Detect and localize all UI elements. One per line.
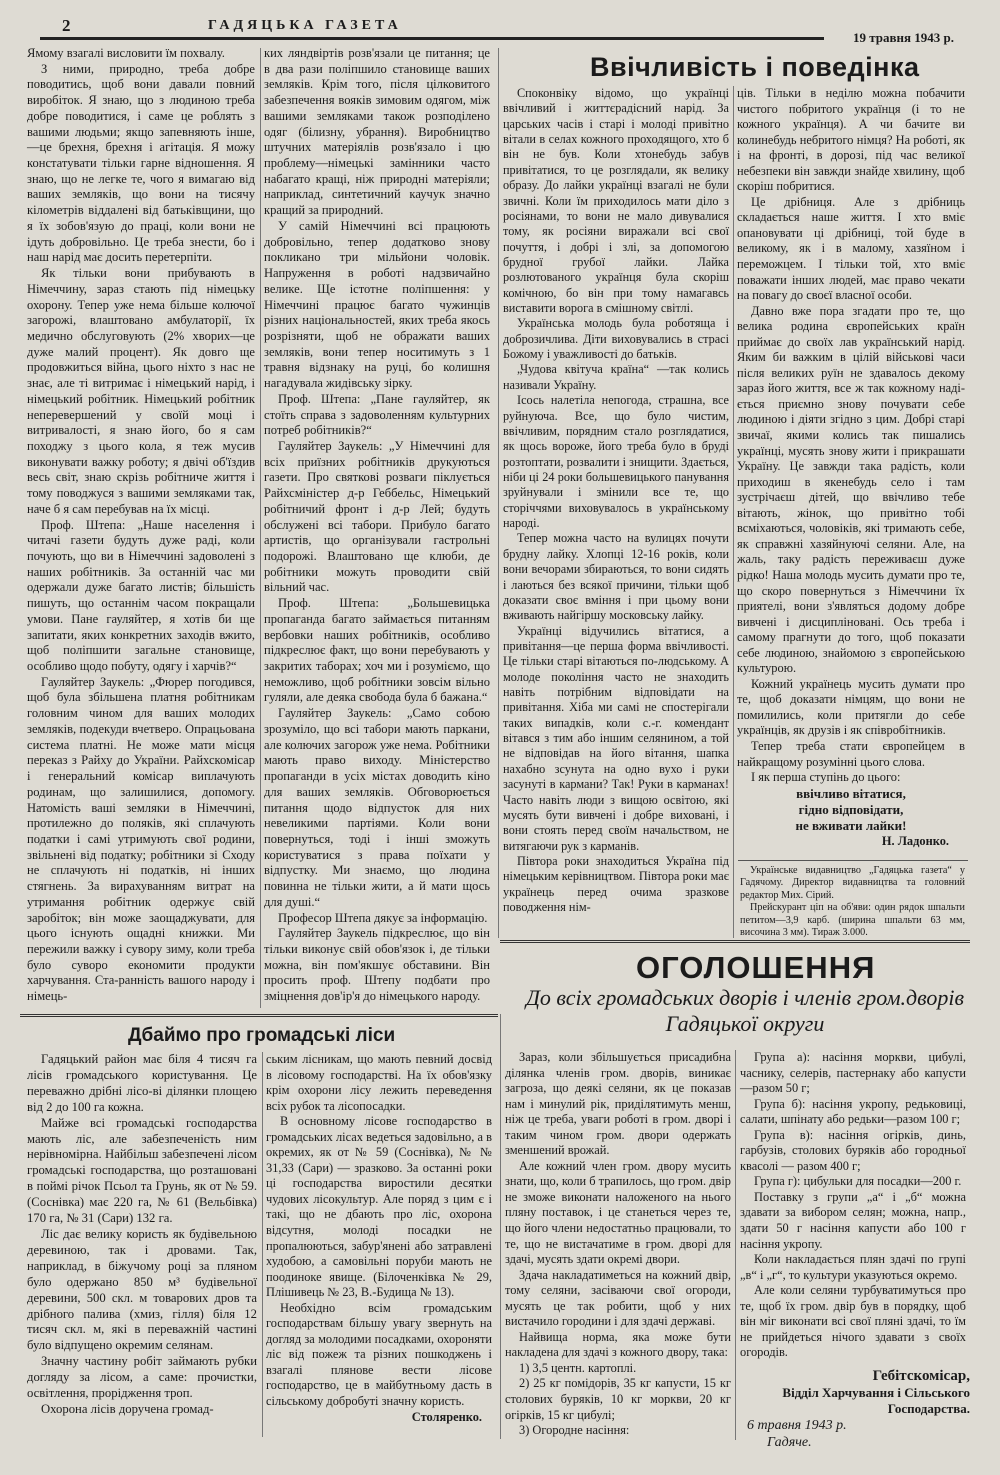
issue-date: 19 травня 1943 р.: [852, 30, 954, 45]
interview-column-2: [264, 46, 490, 1005]
paragraph: Майже всі громадські господарства мають ліс, але забезпеченість ним нерівномірна. Найбільш забезпечені лісом громадські господарства, що розташовані в поймі річок Псьол та Грунь, як от № 59. (Соснівка) має 220 га, № 61 (Вельбівка) 170 га, № 31 (Сари) 132 га.: [27, 1115, 257, 1226]
imprint-line: Українське видавництво „Гадяцька газета“ у Гадячому. Директор видавництва та головний редактор Мих. Сірий.: [740, 865, 965, 901]
section-divider: [20, 1014, 498, 1017]
announcement-subtitle: До всіх громадських дворів і членів гром.дворів Гадяцької округи: [525, 985, 965, 1036]
forests-column-2: [266, 1052, 492, 1425]
paragraph: Професор Штепа дякує за інформацію.: [278, 910, 488, 925]
paragraph: Це дрібниця. Але з дрібниць складається наше життя. І хто вміє опановувати ці дрібниці, той буде в великому, як і в малому, хазяїном і переможцем. І тільки той, хто вміє поважати інших людей, має право чекати на повагу до своєї власної особи.: [737, 194, 965, 303]
article-title-forests: Дбаймо про громадські ліси: [128, 1025, 396, 1046]
paragraph: Але коли селяни турбуватимуться про те, щоб їх гром. двір був в порядку, щоб він міг виконати всі свої пляні здачі, то їм не прийдеться нічого здавати з своїх огородів.: [740, 1283, 966, 1360]
author-signature: Столяренко.: [411, 1409, 482, 1424]
announcement-column-2: [740, 1050, 966, 1361]
paragraph: Необхідно всім громадським господарствам більшу увагу звернуть на догляд за молодими посадками, охороняти ліс від пожеж та різних пошкоджень і взагалі плянове вести лісове господарство, це в майбутньому дасть в сільському добробуті значну користь.: [266, 1300, 492, 1409]
paragraph: 3) Огородне насіння:: [519, 1423, 630, 1438]
paragraph: Здача накладатиметься на кожний двір, тому селяни, засіваючи свої огороди, мусять це так робити, щоб у них вистачило городини і для здачі державі.: [505, 1267, 731, 1329]
paragraph: В основному лісове господарство в громадських лісах ведеться задовільно, а в окремих, як от № 59 (Соснівка), № № 31,33 (Сари) — зразково. За останні роки ці господарства виростили десятки чудових лісокультур. Але поряд з цим є і такі, що не дбають про ліс, охорона відсутня, молоді посадки не пропалюються, забур'янені або затравлені худобою, а самовільні поруби мають не поодиноке явище. (Білоченківка № 29, Плішивець № 23, В.-Будища № 13).: [266, 1114, 492, 1300]
motto-line: ввічливо вітатися,: [796, 785, 906, 801]
paragraph: У самій Німеччині всі працюють добровільно, тепер додатково знову покликано три мільйони чоловік. Напруження в роботі надзвичайно велике. Ще істотне поліпшення: у Німеччині працює багато чужинців різних національностей, яких треба якось розрізняти, щоб не ображати ваших земляків, вони тепер носитимуть з 1 травня відзнаку на руці, бо колишня нагадувала жидівську зірку.: [264, 218, 490, 391]
paragraph: Ямому взагалі висловити їм похвалу.: [27, 46, 225, 60]
announcement-column-1: [505, 1050, 731, 1439]
paragraph: Гауляйтер Заукель підкреслює, що він тільки виконує свій обов'язок і, де тільки можна, він пом'якшує обставини. Він просить проф. Штепу подбати про зміцнення дов'ір'я до німецького народу.: [264, 926, 490, 1004]
imprint-line: Прейскурант ціп на об'яви: один рядок шпальти петитом—3,9 карб. (ширина шпальти 63 мм, височина 3 мм). Тираж 3.000.: [740, 902, 965, 939]
section-divider: [500, 940, 970, 943]
politeness-column-2: [737, 86, 965, 849]
paragraph: Група в): насіння огірків, динь, гарбузів, столових буряків або городньої квасолі — разом 400 г;: [740, 1127, 966, 1173]
paragraph: Гауляйтер Заукель: „У Німеччині для всіх приїзних робітників друкуються газети. Про святкові розваги піклується Райхсміністер д-р Геббельс, Німецький робітничий фронт і д-р Лей; будуть обслужені всі табори. Прибуло багато артистів, що організували гастрольні подорожі. Влаштовано ще клюби, де робітники можуть проводити свій вільний час.: [264, 438, 490, 595]
announcement-title: ОГОЛОШЕННЯ: [636, 950, 876, 985]
column-divider: [262, 1052, 263, 1437]
paragraph: З ними, природно, треба добре поводитись, щоб вони давали повний виробіток. Я знаю, що з людиною треба добре поводитися, і саме це роблять з вашими людьми; якщо запевняють інше,—це брехня, брехня і агітація. Я можу констатувати тільки гарне відношення. Я знаю, що не легке те, чого я вимагаю від ваших земляків, що вони на тисячу кілометрів віддалені від батьківщини, що я їх зобов'язую до праці, коли вони не ідуть добровільно. Це треба знести, бо і наш нарід має досить перетерпіти.: [27, 61, 255, 265]
interview-column-1: [27, 46, 255, 1005]
paragraph: Кожний українець мусить думати про те, щоб доказати німцям, що вони не помилились, коли притягли до себе українців, як друзів і як співробітників.: [737, 676, 965, 738]
paragraph: Охорона лісів доручена громад-: [41, 1401, 214, 1416]
paragraph: ським лісникам, що мають певний досвід в лісовому господарстві. На їх обов'язку крім охорони лісу лежить переведення всіх рубок та лісопосадки.: [266, 1052, 492, 1113]
paragraph: ких ляндвіртів розв'язали це питання; це в два рази поліпшило становище ваших земляків. Крім того, після цілковитого забезпечення вояків зимовим одягом, між вашими земляками також розподілено одяг (білизну, убрання). Виробництво штучних матеріялів розв'язало і цю проблему—німецькі замінники часто набагато кращі, ніж природні матеріяли; наприклад, синтетичний каучук значно кращий за природний.: [264, 46, 490, 218]
paragraph: Гауляйтер Заукель: „Фюрер погодився, щоб була збільшена платня робітникам головним чином для ваших молодих земляків, подекуди вчетверо. Опрацьована система платні. Не може мати місця переказ з Райху до України. Райхскомісар і генеральний комісар виплачують родинам, що залишилися, допомогу. Натомість ваші земляки в Німеччині, протилежно до поляків, які сплачують податки і самі утримують свої родини, звільнені від податку; робітники зі Сходу не сплачують ні податків, ні інших стягнень. За вирахуванням витрат на утримання робітник одержує свій заробіток; він може заощаджувати, для цього існують ощадні книжки. Ми пережили важку і сувору зиму, коли треба було суворо економити продукти харчування. Ста-ранність вашого народу і німець-: [27, 674, 255, 1004]
paragraph: Група б): насіння укропу, редьковиці, салати, шпінату або редьки—разом 100 г;: [740, 1096, 966, 1127]
paragraph: Тепер можна часто на вулицях почути брудну лайку. Хлопці 12-16 років, коли вони вечорами збираються, то вони сидять і лаються без всякої причини, тільки щоб доказати своє вміння і при цьому вони вживають найгіршу московську лайку.: [503, 531, 729, 623]
column-divider: [260, 48, 261, 1008]
announcement-date: 6 травня 1943 р.: [747, 1418, 847, 1433]
paragraph: Українці відучились вітатися, а привітання—це перша форма ввічливості. Це тільки старі вітаються по-людському. А молоде покоління часто не знаходить навіть потрібним відповідати на привітання. Хіба ми самі не спостерігали таких випадків, коли с.-г. комендант вітався з тим або іншим селянином, а той не відповідав на його вітання, шапка нахабно зсунута на одно вухо і руки засунуті в кармани? Так! Руки в карманах! Часто навіть люди з вищою освітою, які мусять бути вивчені і добре виховані, і вони стоять перед своїм начальством, не витягаючи рук з карманів.: [503, 623, 729, 853]
paragraph: Найвища норма, яка може бути накладена для здачі з кожного двору, така:: [505, 1329, 731, 1360]
article-title-politeness: Ввічливість і поведінка: [590, 52, 920, 82]
paragraph: Група г): цибульки для посадки—200 г.: [754, 1174, 962, 1189]
politeness-column-1: [503, 86, 729, 915]
page-number: 2: [62, 16, 71, 35]
paragraph: Зараз, коли збільшується присадибна ділянка членів гром. дворів, виникає загроза, що деякі селяни, як це показав нам і минулий рік, приділятимуть менш, ніж це треба, уваги роботі в гром. дворі і таким чином гром. двори одержать зменшений врожай.: [505, 1050, 731, 1158]
paragraph: Півтора роки знаходиться Україна під німецьким керівництвом. Півтора роки має українець перед очима зразкове поводження нім-: [503, 853, 729, 915]
paragraph: Коли накладається плян здачі по групі „в“ і „г“, то культури указуються окремо.: [740, 1252, 966, 1282]
paragraph: ців. Тільки в неділю можна побачити чистого побритого українця (і то не кожного українця). А чи бачите ви колинебудь небритого німця? На роботі, як і на фронті, в дорозі, під час великої небезпеки він завжди знайде хвилину, щоб скоріш побритися.: [737, 86, 965, 194]
paragraph: Ісось налетіла непогода, страшна, все руйнуюча. Все, що було чистим, ввічливим, порядним стало розглядатися, як щось вороже, його треба було в бруді розтоптати, розвалити і знищити. Здається, ніби ці 24 роки большевицького панування зруйнували і змінили все те, що сторіччями виховувалось в українському народі.: [503, 393, 729, 531]
signatory: Гебітскомісар,: [872, 1368, 970, 1384]
paragraph: Тепер треба стати європейцем в найкращому розумінні цього слова.: [737, 738, 965, 769]
paragraph: Давно вже пора згадати про те, що велика родина європейських країн приймає до своїх лав український нарід. Яким би важким в цілій військові часи після великих руїн не здавалось декому зараз його життя, все ж так кожному наді-ється приємно знову почувати себе людиною і діяти згідно з цим. Добрі старі звичаї, якими колись так пишались українці, мусять знову жити і прикрашати Україну. Це завжди така радість, коли приходиш в якенебудь село і там зустрічаєш дітей, що ввічливо тебе вітають, жінок, що привітно тобі всміхаються, чоловіків, які тримають себе, як справжні хазяйнуючі селяни. Але, на жаль, таку радість переживаєш дуже рідко! Наша молодь мусить думати про те, що скоро повернуться з Німеччини їх приятелі, вони з'являться додому добре вивчені і дисципліновані. Ось треба і самому прагнути до того, щоб показати себе людиною, знайомою з європейською культурою.: [737, 303, 965, 676]
paragraph: Споконвіку відомо, що українці ввічливий і життєрадісний нарід. За царських часів і старі і молоді привітно вітали в селах кожного проходящого, хто б він не був. Коли хтонебудь забув привітатися, то це розглядали, як велику образу. До лайки українці взагалі не були звичні. Коли їм приходилось мати діло з росіянами, то вони не мало дивувалися тому, як росіяни виражали всі свої почуття, і добрі і злі, за допомогою брудної грубої лайки. Лайка розлютованого українця була скоріш комічною, бо він при тому намагавсь виставити ворога в смішному світлі.: [503, 86, 729, 316]
masthead: ГАДЯЦЬКА ГАЗЕТА: [208, 18, 402, 33]
imprint-rule: [738, 860, 968, 861]
paragraph: „Чудова квітуча країна“ —так колись називали Україну.: [503, 362, 729, 392]
paragraph: 2) 25 кг помідорів, 35 кг капусти, 15 кг столових буряків, 10 кг моркви, 20 кг огірків, 15 кг цибулі;: [505, 1376, 731, 1422]
paragraph: Значну частину робіт займають рубки догляду за лісом, а саме: прочистки, освітлення, прорідження троп.: [27, 1354, 257, 1401]
column-divider: [733, 86, 734, 938]
motto-line: гідно відповідати,: [798, 801, 904, 817]
paragraph: Проф. Штепа: „Пане гауляйтер, як стоїть справа з задоволенням культурних потреб робітників?“: [264, 391, 490, 438]
forests-column-1: [27, 1052, 257, 1418]
page-header: [20, 8, 964, 45]
header-rule: [40, 37, 824, 40]
paragraph: Проф. Штепа: „Наше населення і читачі газети будуть дуже раді, коли почують, що ви в Німеччині задоволені з наших робітників. За останній час ми одержали дуже багато листів; більшість пишуть, що останнім часом покращали умови. Пане гауляйтер, я хотів би ще запитати, яких конкретних заходів вжито, щоб поліпшити загальне становище, особливо щодо побуту, одягу і харчів?“: [27, 517, 255, 674]
paragraph: Але кожний член гром. двору мусить знати, що, коли б трапилось, що гром. двір не зможе виконати наложеного на нього пляну поставок, і це станеться через те, що його члени недостатньо працювали, то те, що не вистачатиме в гром. дворі для здачі, мусять здати окремі двори.: [505, 1158, 731, 1267]
paragraph: І як перша ступінь до цього:: [751, 770, 901, 785]
paragraph: Гауляйтер Заукель: „Само собою зрозуміло, що всі табори мають паркани, але колючих загорож уже нема. Робітники мають право виходу. Міністерство пропаганди в усіх містах доводить кіно для ваших земляків. Обговорюється питання щодо відпусток для них невеликими партіями. Коли вони повернуться, тоді і інші зможуть користуватися з права поїхати у відпустку. Ми знаємо, що людина повинна не тільки жити, а й мати щось для душі.“: [264, 706, 490, 909]
paragraph: Українська молодь була роботяща і доброзичлива. Діти виховувались в страсі Божому і уважливості до батьків.: [503, 316, 729, 362]
paragraph: Група а): насіння моркви, цибулі, часнику, селерів, пастернаку або капусти—разом 50 г;: [740, 1050, 966, 1096]
paragraph: Гадяцький район має біля 4 тисяч га лісів громадського користування. Це переважно дрібні лісо-ві ділянки площею від 2 до 100 га кожна.: [27, 1052, 257, 1114]
announcement-place: Гадяче.: [767, 1435, 812, 1450]
paragraph: Проф. Штепа: „Большевицька пропаганда багато займається питанням вербовки наших робітників, особливо підкреслює факт, що вони перебувають у закритих таборах; хоч ми і розуміємо, що неможливо, щоб робітники зовсім вільно гуляли, але деяка свобода була б бажана.“: [264, 596, 490, 705]
announcement-signoff: [735, 1368, 970, 1451]
motto-line: не вживати лайки!: [795, 817, 907, 833]
paragraph: Як тільки вони прибувають в Німеччину, зараз стають під німецьку охорону. Тепер уже нема більше колючої загорожі, влаштовано амбулаторії, їх медично обслуговують (2% хворих—це дуже малий процент). Як довго ще продовжиться війна, цього ніхто з нас не знає, але ті витримає і німецький нарід, і німецький робітник. Німецький робітник неперевершений у своїй моці і витривалості, я знаю його, бо я сам походжу з цього кола, я теж мусив виконувати важку роботу; я двічі об'їздив весь світ, знаю скрізь робітниче життя і тому поводжуся з вашими земляками так, наче б я сам перебував на їх місці.: [27, 266, 255, 516]
motto: [737, 786, 965, 834]
column-divider: [500, 1014, 501, 1439]
paragraph: Ліс дає велику користь як будівельною деревиною, так і дровами. Так, наприклад, в біжучому році за пляном було одержано 850 м³ будівельної деревини, 500 скл. м товарових дров та дрібного палива (хмиз, гілля) біля 12 тисяч скл. м, які в переважній частині було відпущено окремим селянам.: [27, 1226, 257, 1353]
publisher-imprint: [740, 865, 965, 939]
signatory-department: Відділ Харчування і Сільського Господарства.: [782, 1385, 970, 1416]
paragraph: Поставку з групи „а“ і „б“ можна здавати за вибором селян; можна, напр., здати 50 г насіння капусти або 100 г насіння укропу.: [740, 1189, 966, 1251]
column-divider: [498, 48, 499, 938]
author-signature: Н. Ладонко.: [881, 833, 949, 848]
paragraph: 1) 3,5 центн. картоплі.: [519, 1360, 637, 1375]
